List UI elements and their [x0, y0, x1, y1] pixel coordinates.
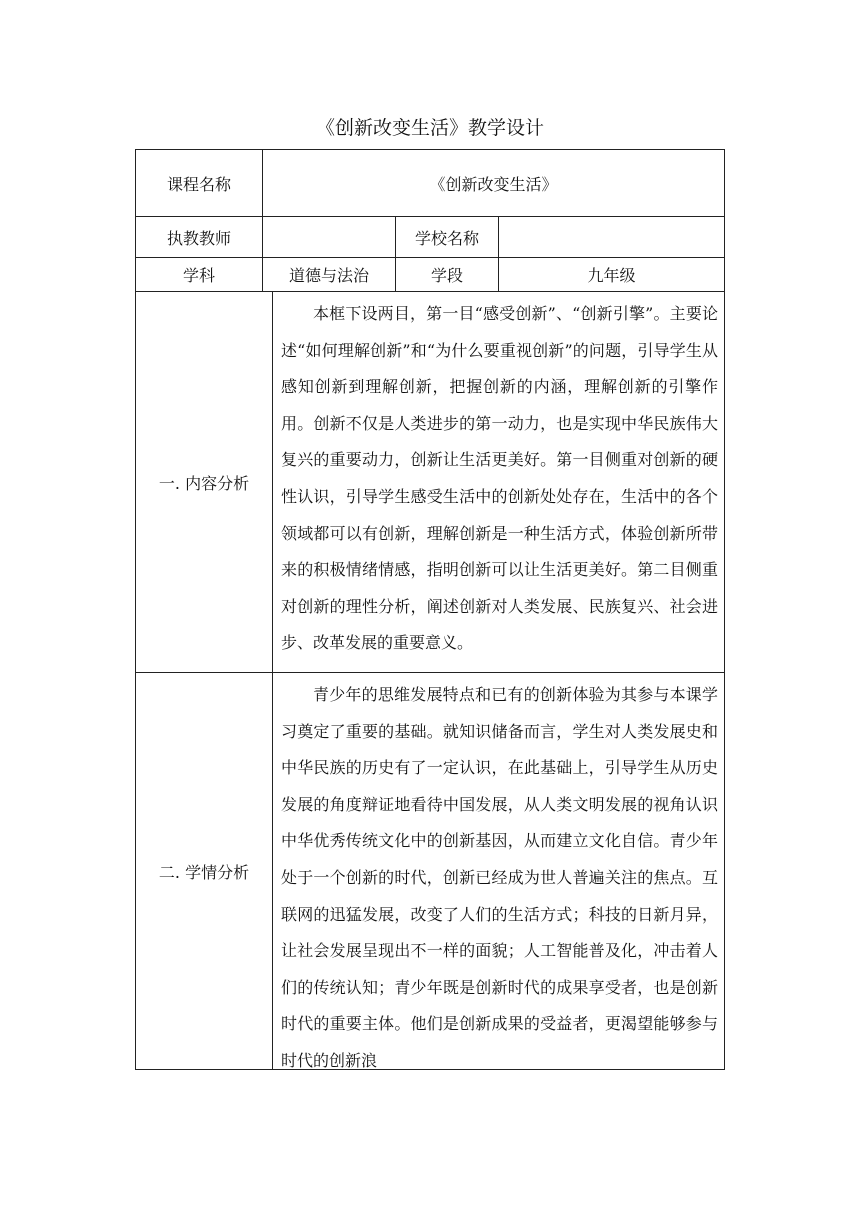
- student-analysis-cell: [136, 673, 725, 1070]
- subject-value: 道德与法治: [263, 258, 396, 292]
- subject-row: [136, 258, 725, 292]
- student-analysis-row: [136, 673, 725, 1070]
- teacher-value: [263, 217, 396, 258]
- grade-label: 学段: [396, 258, 499, 292]
- course-row: [136, 150, 725, 217]
- teacher-label: 执教教师: [136, 217, 263, 258]
- teacher-row: [136, 217, 725, 258]
- content-analysis-text: 本框下设两目，第一目“感受创新”、“创新引擎”。主要论述“如何理解创新”和“为什么要重视创新”的问题，引导学生从感知创新到理解创新，把握创新的内涵，理解创新的引擎作用。创新不仅是人类进步的第一动力，也是实现中华民族伟大复兴的重要动力，创新让生活更美好。第一目侧重对创新的硬性认识，引导学生感受生活中的创新处处存在，生活中的各个领域都可以有创新，理解创新是一种生活方式，体验创新所带来的积极情绪情感，指明创新可以让生活更美好。第二目侧重对创新的理性分析，阐述创新对人类发展、民族复兴、社会进步、改革发展的重要意义。: [281, 304, 719, 653]
- content-analysis-label: 一. 内容分析: [136, 292, 273, 672]
- school-value: [499, 217, 725, 258]
- student-analysis-text: 青少年的思维发展特点和已有的创新体验为其参与本课学习奠定了重要的基础。就知识储备而言，学生对人类发展史和中华民族的历史有了一定认识，在此基础上，引导学生从历史发展的角度辩证地看待中国发展，从人类文明发展的视角认识中华优秀传统文化中的创新基因，从而建立文化自信。青少年处于一个创新的时代，创新已经成为世人普遍关注的焦点。互联网的迅猛发展，改变了人们的生活方式；科技的日新月异，让社会发展呈现出不一样的面貌；人工智能普及化，冲击着人们的传统认知；青少年既是创新时代的成果享受者，也是创新时代的重要主体。他们是创新成果的受益者，更渴望能够参与时代的创新浪: [281, 685, 719, 1069]
- content-analysis-row: [136, 292, 725, 673]
- subject-label: 学科: [136, 258, 263, 292]
- grade-value: 九年级: [499, 258, 725, 292]
- student-analysis-label: 二. 学情分析: [136, 673, 273, 1069]
- page-title: 《创新改变生活》教学设计: [315, 117, 544, 139]
- course-value: 《创新改变生活》: [263, 150, 725, 217]
- lesson-design-table: [135, 149, 725, 1070]
- content-analysis-cell: [136, 292, 725, 673]
- school-label: 学校名称: [396, 217, 499, 258]
- course-label: 课程名称: [136, 150, 263, 217]
